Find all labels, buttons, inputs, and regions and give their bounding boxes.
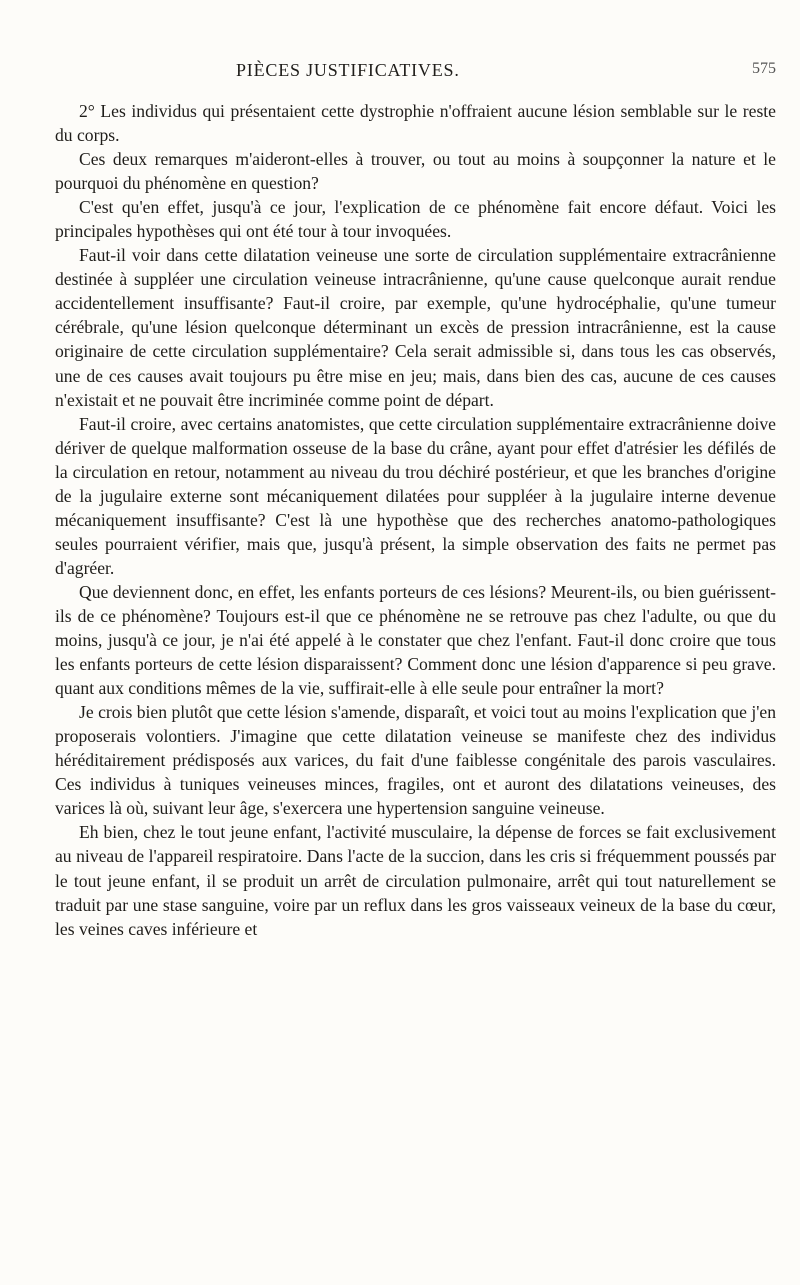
page-header [236,60,776,86]
paragraph: Je crois bien plutôt que cette lésion s'amende, disparaît, et voici tout au moins l'explication que j'en proposerais volontiers. J'imagine que cette dilatation veineuse se manifeste chez des individus héréditairement prédisposés aux varices, du fait d'une faiblesse congénitale des parois vasculaires. Ces individus à tuniques veineuses minces, fragiles, ont et auront des dilatations veineuses, des varices là où, suivant leur âge, s'exercera une hypertension sanguine veineuse. [55,702,776,819]
paragraph: 2° Les individus qui présentaient cette dystrophie n'offraient aucune lésion semblable sur le reste du corps. [55,101,776,146]
page-number: 575 [752,60,776,77]
paragraph: Ces deux remarques m'aideront-elles à trouver, ou tout au moins à soupçonner la nature et le pourquoi du phénomène en question? [55,149,776,194]
paragraph: Que deviennent donc, en effet, les enfants porteurs de ces lésions? Meurent-ils, ou bien guérissent-ils de ce phénomène? Toujours est-il que ce phénomène ne se retrouve pas chez l'adulte, ou que du moins, jusqu'à ce jour, je n'ai été appelé à le constater que chez l'enfant. Faut-il donc croire que tous les enfants porteurs de cette lésion disparaissent? Comment donc une lésion d'apparence si peu grave. quant aux conditions mêmes de la vie, suffirait-elle à elle seule pour entraîner la mort? [55,581,776,699]
paragraph: Faut-il croire, avec certains anatomistes, que cette circulation supplémentaire extracrânienne doive dériver de quelque malformation osseuse de la base du crâne, ayant pour effet d'atrésier les défilés de la circulation en retour, notamment au niveau du trou déchiré postérieur, et que les branches d'origine de la jugulaire externe sont mécaniquement dilatées pour suppléer à la jugulaire interne devenue mécaniquement insuffisante? C'est là une hypothèse que des recherches anatomo-pathologiques seules pourraient vérifier, mais que, jusqu'à présent, la simple observation des faits ne permet pas d'agréer. [55,413,776,578]
paragraph: C'est qu'en effet, jusqu'à ce jour, l'explication de ce phénomène fait encore défaut. Voici les principales hypothèses qui ont été tour à tour invoquées. [55,197,776,242]
paragraph: Eh bien, chez le tout jeune enfant, l'activité musculaire, la dépense de forces se fait exclusivement au niveau de l'appareil respiratoire. Dans l'acte de la succion, dans les cris si fréquemment poussés par le tout jeune enfant, il se produit un arrêt de circulation pulmonaire, arrêt qui tout naturellement se traduit par une stase sanguine, voire par un reflux dans les gros vaisseaux veineux de la base du cœur, les veines caves inférieure et [55,822,776,939]
running-title: PIÈCES JUSTIFICATIVES. [236,60,460,80]
body-text [55,99,776,941]
paragraph: Faut-il voir dans cette dilatation veineuse une sorte de circulation supplémentaire extracrânienne destinée à suppléer une circulation veineuse intracrânienne, qu'une cause quelconque aurait rendue accidentellement insuffisante? Faut-il croire, par exemple, qu'une hydrocéphalie, qu'une tumeur cérébrale, qu'une lésion quelconque déterminant un excès de pression intracrânienne, est la cause originaire de cette circulation supplémentaire? Cela serait admissible si, dans tous les cas observés, une de ces causes avait toujours pu être mise en jeu; mais, dans bien des cas, aucune de ces causes n'existait et ne pouvait être incriminée comme point de départ. [55,245,776,410]
